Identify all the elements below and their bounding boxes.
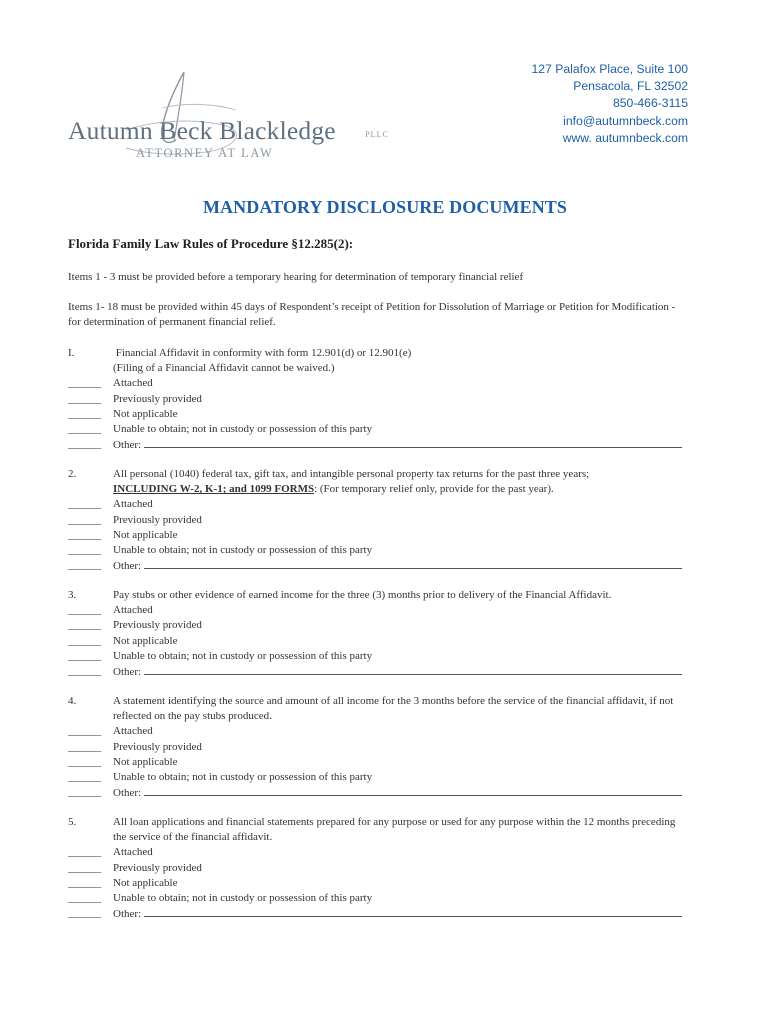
item-text: All loan applications and financial statements prepared for any purpose or used for any purpose within the 12 months preceding the service of the financial affidavit. xyxy=(113,816,676,844)
option-attached[interactable]: ______ Attached xyxy=(68,725,153,738)
option-previously-provided[interactable]: ______ Previously provided xyxy=(68,619,202,632)
option-other[interactable]: ______ Other: xyxy=(68,437,690,453)
option-other[interactable]: ______ Other: xyxy=(68,906,690,922)
option-previously-provided[interactable]: ______ Previously provided xyxy=(68,392,202,405)
logo-pllc: PLLC xyxy=(365,129,389,139)
option-not-applicable[interactable]: ______ Not applicable xyxy=(68,755,178,768)
option-not-applicable[interactable]: ______ Not applicable xyxy=(68,876,178,889)
item-text: A statement identifying the source and amount of all income for the 3 months before the service of the financial affidavit, if not reflected on the pay stubs produced. xyxy=(113,695,674,723)
item-number: I. xyxy=(68,347,75,359)
item-note: (Filing of a Financial Affidavit cannot be waived.) xyxy=(113,362,335,375)
contact-city: Pensacola, FL 32502 xyxy=(573,79,688,94)
option-previously-provided[interactable]: ______ Previously provided xyxy=(68,861,202,874)
disclosure-item-5 xyxy=(68,815,690,922)
option-not-applicable[interactable]: ______ Not applicable xyxy=(68,634,178,647)
item-text: Pay stubs or other evidence of earned income for the three (3) months prior to delivery of the Financial Affidavit. xyxy=(113,589,612,601)
disclosure-item-2 xyxy=(68,467,690,574)
option-previously-provided[interactable]: ______ Previously provided xyxy=(68,740,202,753)
contact-phone[interactable]: 850-466-3115 xyxy=(613,96,688,111)
option-not-applicable[interactable]: ______ Not applicable xyxy=(68,528,178,541)
intro-paragraph-2: Items 1- 18 must be provided within 45 days of Respondent’s receipt of Petition for Dissolution of Marriage or Petition for Modification - for determination of permanent financial relief. xyxy=(68,301,676,329)
other-field[interactable] xyxy=(144,437,682,448)
document-title: MANDATORY DISCLOSURE DOCUMENTS xyxy=(202,197,568,217)
disclosure-item-3 xyxy=(68,588,690,680)
option-other[interactable]: ______ Other: xyxy=(68,785,690,801)
item-emphasis: INCLUDING W-2, K-1; and 1099 FORMS xyxy=(113,483,315,496)
option-unable[interactable]: ______ Unable to obtain; not in custody or possession of this party xyxy=(68,771,373,784)
option-attached[interactable]: ______ Attached xyxy=(68,604,153,617)
option-attached[interactable]: ______ Attached xyxy=(68,846,153,859)
option-unable[interactable]: ______ Unable to obtain; not in custody or possession of this party xyxy=(68,649,373,662)
option-other[interactable]: ______ Other: xyxy=(68,558,690,574)
option-not-applicable[interactable]: ______ Not applicable xyxy=(68,407,178,420)
other-field[interactable] xyxy=(144,558,682,569)
contact-website[interactable]: www. autumnbeck.com xyxy=(562,130,688,145)
option-other[interactable]: ______ Other: xyxy=(68,664,690,680)
intro-paragraph-1: Items 1 - 3 must be provided before a temporary hearing for determination of temporary financial relief xyxy=(68,271,524,283)
document-subtitle: Florida Family Law Rules of Procedure §12.285(2): xyxy=(68,236,354,251)
contact-address: 127 Palafox Place, Suite 100 xyxy=(531,62,688,76)
item-number: 5. xyxy=(68,816,77,828)
option-unable[interactable]: ______ Unable to obtain; not in custody or possession of this party xyxy=(68,892,373,905)
option-previously-provided[interactable]: ______ Previously provided xyxy=(68,513,202,526)
other-field[interactable] xyxy=(144,664,682,675)
disclosure-item-1 xyxy=(68,346,690,453)
logo-tagline: ATTORNEY AT LAW xyxy=(136,146,274,160)
logo-firm-name: Autumn Beck Blackledge xyxy=(68,116,336,145)
option-attached[interactable]: ______ Attached xyxy=(68,377,153,390)
item-note: : (For temporary relief only, provide for the past year). xyxy=(314,483,554,496)
firm-logo xyxy=(66,70,406,165)
contact-email[interactable]: info@autumnbeck.com xyxy=(563,113,688,128)
item-number: 3. xyxy=(68,589,77,601)
item-text: Financial Affidavit in conformity with form 12.901(d) or 12.901(e) xyxy=(113,347,412,359)
option-attached[interactable]: ______ Attached xyxy=(68,498,153,511)
option-unable[interactable]: ______ Unable to obtain; not in custody or possession of this party xyxy=(68,423,373,436)
item-number: 4. xyxy=(68,695,77,707)
contact-block xyxy=(531,61,688,147)
item-number: 2. xyxy=(68,468,77,480)
option-unable[interactable]: ______ Unable to obtain; not in custody or possession of this party xyxy=(68,544,373,557)
disclosure-item-4 xyxy=(68,694,690,801)
other-field[interactable] xyxy=(144,906,682,917)
other-field[interactable] xyxy=(144,785,682,796)
item-text: All personal (1040) federal tax, gift tax, and intangible personal property tax returns for the past three years; xyxy=(113,468,590,480)
